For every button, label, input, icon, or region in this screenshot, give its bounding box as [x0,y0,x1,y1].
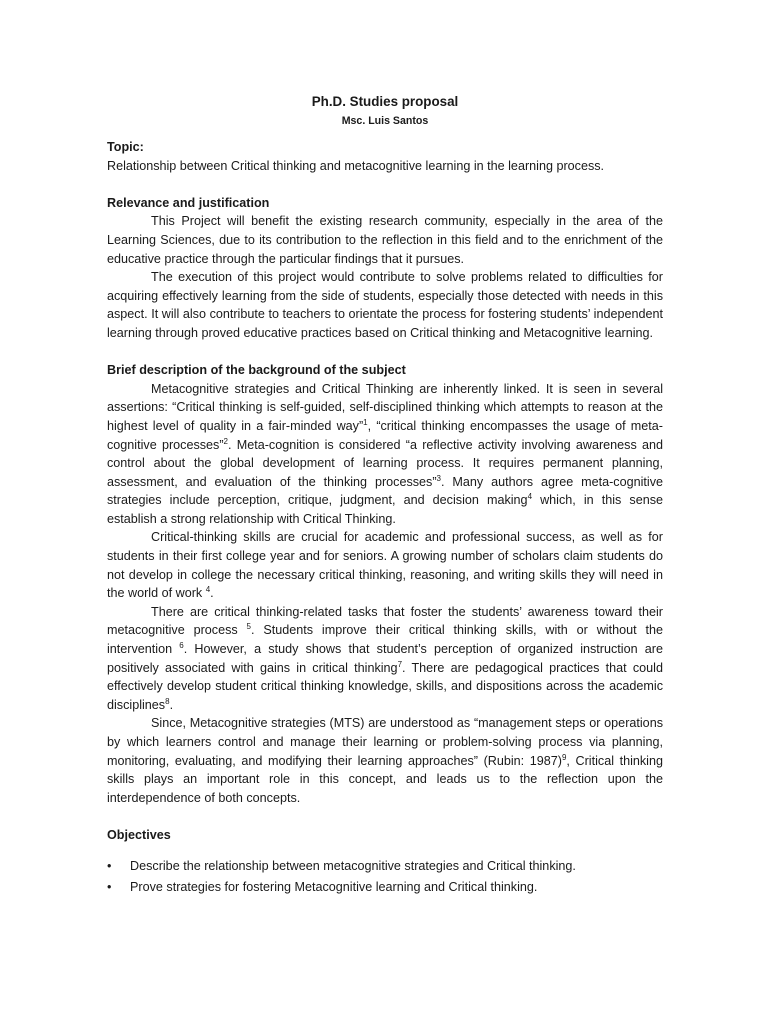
footnote-ref: 5 [246,622,251,632]
footnote-ref: 4 [205,585,211,595]
paragraph-text: . There are pedagogical practices that could effectively develop student critical thinking knowledge, skills, and dispositions across the academic disciplines [107,660,663,712]
footnote-ref: 7 [397,659,403,669]
paragraph-text: , “critical thinking encompasses the usage of meta-cognitive processes” [107,418,663,452]
paragraph-text: Metacognitive strategies and Critical Thinking are inherently linked. It is seen in several assertions: “Critical thinking is self-guided, self-disciplined thinking which attempts to reason at the highest level of quality in a fair-minded way” [107,381,663,433]
footnote-ref: 4 [527,492,533,502]
background-paragraph-3 [107,603,663,715]
relevance-paragraph-2: The execution of this project would contribute to solve problems related to difficulties for acquiring effectively learning from the side of students, especially those detected with needs in this aspect. It will also contribute to teachers to orientate the process for fostering students’ independent learning through proved educative practices based on Critical thinking and Metacognitive learning. [107,270,663,340]
footnote-ref: 9 [561,752,567,762]
paragraph-text: which, in this sense establish a strong relationship with Critical Thinking. [107,493,664,526]
spacer [107,343,663,362]
background-heading: Brief description of the background of the subject [107,363,406,378]
list-item [107,857,663,876]
objectives-heading: Objectives [107,827,171,842]
paragraph-text: . [169,697,174,712]
topic-text: Relationship between Critical thinking and metacognitive learning in the learning process. [107,158,605,173]
topic-heading: Topic: [107,140,144,154]
paragraph-text: There are critical thinking-related tasks that foster the students’ awareness toward their metacognitive process [107,604,663,638]
list-item-text: Prove strategies for fostering Metacognitive learning and Critical thinking. [130,880,538,895]
footnote-ref: 1 [363,417,368,427]
footnote-ref: 8 [165,696,170,706]
paragraph-text: . Many authors agree meta-cognitive strategies include perception, critique, judgment, and decision making [107,474,664,508]
paragraph-text: . However, a study shows that student’s perception of organized instruction are positively associated with gains in critical thinking [107,642,663,675]
relevance-heading: Relevance and justification [107,195,270,210]
paragraph-text: . [210,586,214,601]
bullet-icon: • [107,880,112,895]
paragraph-text: , Critical thinking skills plays an important role in this concept, and leads us to the reflection upon the interdependence of both concepts. [107,753,663,805]
background-paragraph-4 [107,714,663,807]
document-body [107,93,663,900]
paragraph-text: Critical-thinking skills are crucial for academic and professional success, as well as for students in their first college year and for seniors. A growing number of scholars claim students do not develop in college the necessary critical thinking, reasoning, and writing skills they will need in the world of work [107,530,663,601]
list-item [107,878,663,897]
background-paragraph-2 [107,528,663,602]
document-author: Msc. Luis Santos [341,115,429,127]
relevance-paragraph-1: This Project will benefit the existing research community, especially in the area of the Learning Sciences, due to its contribution to the reflection in this field and to the enrichment of the educative practice through the particular findings that it pursues. [107,214,663,266]
paragraph-text: . Students improve their critical thinking skills, with or without the intervention [107,623,663,657]
spacer [107,807,663,826]
footnote-ref: 3 [436,473,441,483]
paragraph-text: . Meta-cognition is considered “a reflective activity involving awareness and control about the global development of learning process. It requires permanent planning, assessment, and evaluation of the thinking processes” [107,437,664,489]
footnote-ref: 2 [223,436,228,446]
list-item-text: Describe the relationship between metacognitive strategies and Critical thinking. [130,858,576,873]
bullet-icon: • [107,858,112,873]
document-title: Ph.D. Studies proposal [311,94,459,109]
objectives-list [107,857,663,897]
footnote-ref: 6 [179,640,184,650]
paragraph-text: Since, Metacognitive strategies (MTS) are understood as “management steps or operations by which learners control and manage their learning or problem-solving process via planning, monitoring, evaluating, and modifying their learning approaches” (Rubin: 1987) [107,716,663,768]
spacer [107,175,663,194]
background-paragraph-1 [107,380,663,529]
